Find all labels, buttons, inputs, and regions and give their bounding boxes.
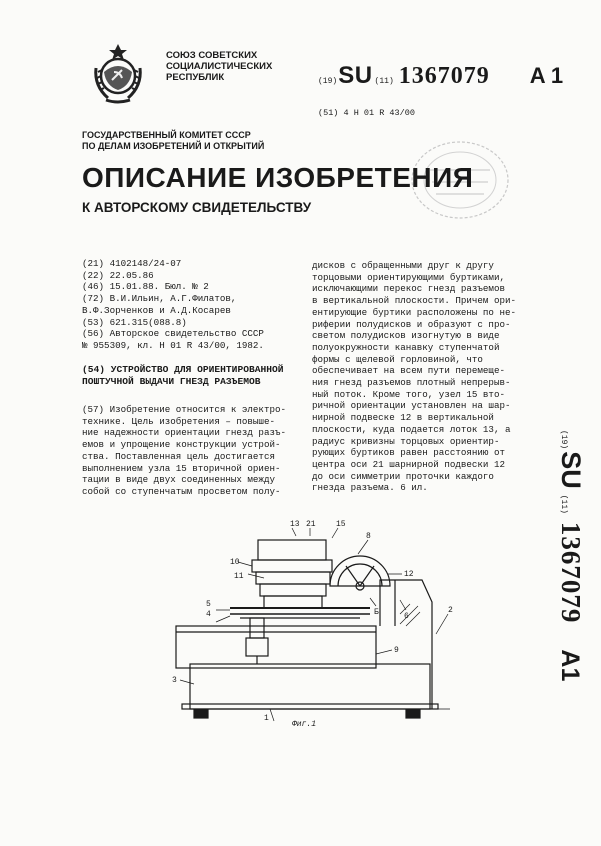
abstract-line: собой со ступенчатым просветом полу- <box>82 485 281 497</box>
side-publication-number <box>548 430 592 690</box>
document-kind: A 1 <box>529 63 564 88</box>
committee <box>82 130 264 152</box>
abstract-line: гнезда разъема. 6 ил. <box>312 482 428 494</box>
abstract-line: светом полудисков изогнутую в виде <box>312 330 500 342</box>
abstract-line: формы с щелевой горловиной, что <box>312 353 483 365</box>
abstract-line: центра оси 21 шарнирной подвески 12 <box>312 458 505 470</box>
abstract-line: полуокружности канавку ступенчатой <box>312 341 500 353</box>
figure-label: 10 <box>230 558 240 567</box>
bibliographic-data <box>82 258 264 352</box>
abstract-line: обеспечивает на всем пути перемеще- <box>312 365 505 377</box>
biblio-line: (53) 621.315(088.8) <box>82 316 187 328</box>
figure-label: 2 <box>448 606 453 615</box>
ipc-classification: (51) 4 Н 01 R 43/00 <box>318 108 415 118</box>
figure-label: 9 <box>394 646 399 655</box>
document-subtitle: К АВТОРСКОМУ СВИДЕТЕЛЬСТВУ <box>82 200 312 215</box>
abstract-line: плоскости, куда подается лоток 13, а <box>312 423 511 435</box>
figure-label: 6 <box>404 612 409 621</box>
side-country-code: SU <box>556 451 586 489</box>
abstract-line: ентирующие буртики расположены по не- <box>312 306 516 318</box>
committee-line: ПО ДЕЛАМ ИЗОБРЕТЕНИЙ И ОТКРЫТИЙ <box>82 141 265 151</box>
abstract-line: емов и упрощение конструкции устрой- <box>82 439 281 451</box>
biblio-line: (72) В.И.Ильин, А.Г.Филатов, <box>82 293 237 305</box>
document-title: ОПИСАНИЕ ИЗОБРЕТЕНИЯ <box>82 162 474 193</box>
abstract-left-column <box>82 404 286 498</box>
biblio-line: (21) 4102148/24-07 <box>82 258 182 269</box>
figure-label: 5 <box>206 600 211 609</box>
figure-caption: Фиг.1 <box>292 720 317 729</box>
abstract-line: радиус кривизны торцовых ориентир- <box>312 435 500 447</box>
country-name <box>166 50 276 83</box>
figure-label: 13 <box>290 520 300 529</box>
abstract-line: торцовыми ориентирующими буртиками, <box>312 271 505 283</box>
figure-label: 3 <box>172 676 177 685</box>
invention-title <box>82 364 284 387</box>
ussr-emblem-icon <box>86 42 150 106</box>
abstract-line: ства. Поставленная цель достигается <box>82 450 275 462</box>
figure-label: 15 <box>336 520 346 529</box>
country-line: РЕСПУБЛИК <box>166 72 225 83</box>
invention-title-line: (54) УСТРОЙСТВО ДЛЯ ОРИЕНТИРОВАННОЙ <box>82 364 284 375</box>
side-document-kind: A1 <box>556 649 584 682</box>
figure-label: Б <box>374 608 379 617</box>
abstract-line: нирной подвеске 12 в вертикальной <box>312 412 494 424</box>
biblio-line: (56) Авторское свидетельство СССР <box>82 328 264 340</box>
biblio-line: (22) 22.05.86 <box>82 269 154 281</box>
abstract-right-column <box>312 260 516 494</box>
abstract-line: ный поток. Кроме того, узел 15 вто- <box>312 388 505 400</box>
committee-line: ГОСУДАРСТВЕННЫЙ КОМИТЕТ СССР <box>82 130 251 140</box>
biblio-line: № 955309, кл. Н 01 R 43/00, 1982. <box>82 339 264 351</box>
abstract-line: до оси симметрии проточки каждого <box>312 470 494 482</box>
country-line: СОЮЗ СОВЕТСКИХ <box>166 50 258 61</box>
side-patent-number: 1367079 <box>556 521 586 624</box>
technical-drawing <box>160 514 460 729</box>
country-code: SU <box>338 62 373 89</box>
abstract-line: риферии полудисков и образуют с про- <box>312 318 511 330</box>
code-11: (11) <box>374 77 394 86</box>
figure-label: 8 <box>366 532 371 541</box>
figure-label: 11 <box>234 572 244 581</box>
biblio-line: (46) 15.01.88. Бюл. № 2 <box>82 281 209 293</box>
abstract-line: (57) Изобретение относится к электро- <box>82 404 286 415</box>
abstract-line: ния гнезд разъемов плотный непрерыв- <box>312 377 511 389</box>
abstract-line: исключающими перекос гнезд разъемов <box>312 283 505 295</box>
abstract-line: выполнением узла 15 вторичной ориен- <box>82 462 281 474</box>
invention-title-line: ПОШТУЧНОЙ ВЫДАЧИ ГНЕЗД РАЗЪЕМОВ <box>82 375 261 387</box>
figure-label: 21 <box>306 520 316 529</box>
patent-number: 1367079 <box>398 63 490 89</box>
abstract-line: в вертикальной плоскости. Причем ори- <box>312 295 516 307</box>
biblio-line: В.Ф.Зорченков и А.Д.Косарев <box>82 304 231 316</box>
figure-label: 1 <box>264 714 269 723</box>
code-19: (19) <box>318 77 338 86</box>
abstract-line: рующих буртиков равен расстоянию от <box>312 447 505 459</box>
abstract-line: ричной ориентации установлен на шар- <box>312 400 511 412</box>
figure-label: 12 <box>404 570 414 579</box>
side-code-11: (11) <box>559 494 568 514</box>
abstract-line: ние надежности ориентации гнезд разъ- <box>82 427 286 439</box>
abstract-line: дисков с обращенными друг к другу <box>312 260 494 271</box>
abstract-line: технике. Цель изобретения – повыше- <box>82 415 275 427</box>
abstract-line: тации в виде двух соединенных между <box>82 474 275 486</box>
country-line: СОЦИАЛИСТИЧЕСКИХ <box>166 61 273 72</box>
side-code-19: (19) <box>559 430 568 450</box>
figure-label: 4 <box>206 610 211 619</box>
publication-number <box>318 62 563 90</box>
